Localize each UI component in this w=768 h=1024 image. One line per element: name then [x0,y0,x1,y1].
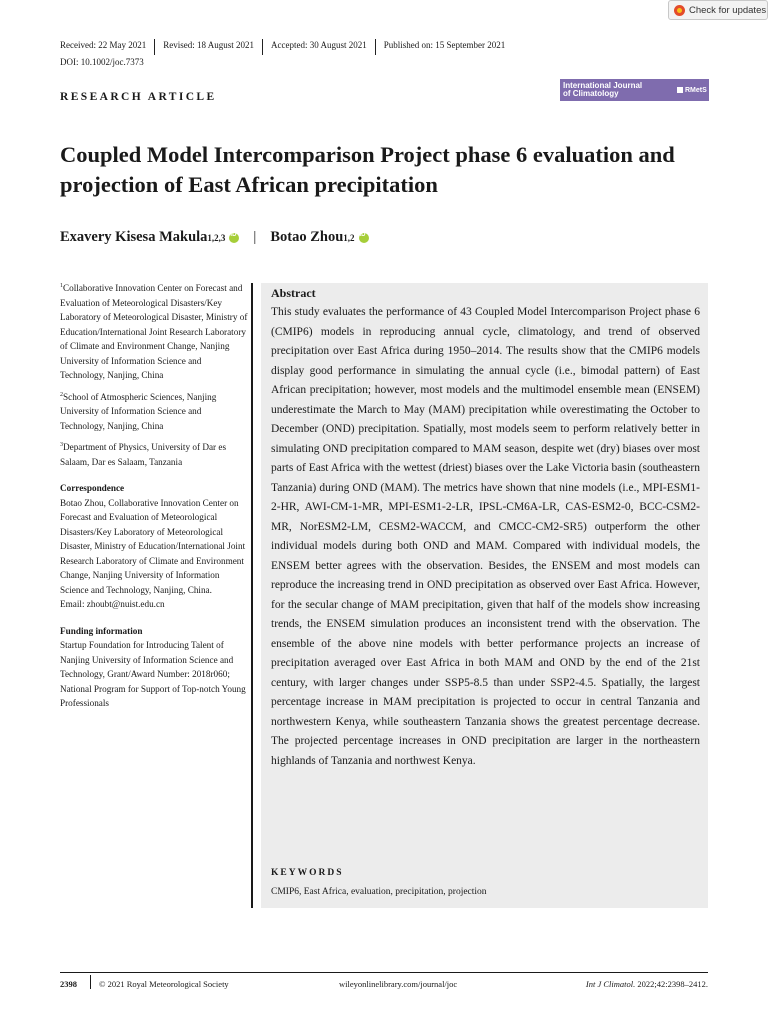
author-name[interactable]: Exavery Kisesa Makula [60,229,208,245]
keywords-heading: KEYWORDS [271,868,344,878]
rmets-icon [677,87,683,93]
citation-journal: Int J Climatol. [585,979,636,989]
affiliation-text: Collaborative Innovation Center on Forecast and Evaluation of Meteorological Disasters/Key Laboratory of Meteorological Disaster, Ministry of Education/International Joint Research Laboratory of Climate and Environment Change, Nanjing University of Information Science and Technology, Nanjing, China [60,283,248,380]
author-name[interactable]: Botao Zhou [270,229,344,245]
affiliation [60,388,248,434]
article-type-label: RESEARCH ARTICLE [60,91,217,103]
check-for-updates-label: Check for updates [689,4,767,16]
funding-heading: Funding information [60,625,143,636]
rmets-label: RMetS [685,86,707,94]
affiliation [60,438,248,469]
column-divider [251,283,253,908]
author-affiliation-sup: 1,2 [343,232,355,243]
rmets-logo [677,87,707,94]
doi[interactable]: DOI: 10.1002/joc.7373 [60,57,144,67]
affiliation [60,279,248,383]
journal-name-line1: International Journal [563,80,643,90]
citation [580,979,708,989]
page-number: 2398 [60,979,77,989]
footer-rule [60,972,708,973]
journal-url[interactable]: wileyonlinelibrary.com/journal/joc [339,979,458,989]
affiliation-number: 1 [60,283,63,289]
journal-name-line2: of Climatology [563,89,619,98]
footer-divider [90,975,91,989]
orcid-icon[interactable] [229,233,239,243]
abstract-heading: Abstract [271,286,316,300]
affiliation-text: Department of Physics, University of Dar es Salaam, Dar es Salaam, Tanzania [60,442,227,467]
funding-text: Startup Foundation for Introducing Talent of Nanjing University of Information Science and Technology, Grant/Award Number: 2018r060; National Program for Support of Top-notch Young Professionals [60,640,246,708]
correspondence-heading: Correspondence [60,483,125,493]
affiliation-number: 3 [60,442,63,448]
published-date: Published on: 15 September 2021 [375,39,514,55]
author-affiliation-sup: 1,2,3 [207,232,226,243]
correspondence-email[interactable]: Email: zhoubt@nuist.edu.cn [60,599,165,609]
paper-title: Coupled Model Intercomparison Project phase 6 evaluation and projection of East African precipitation [60,142,675,197]
citation-details: 2022;42:2398–2412. [635,979,708,989]
sidebar-info [60,279,248,716]
orcid-icon[interactable] [359,233,369,243]
journal-logo [560,79,709,101]
keywords-text: CMIP6, East Africa, evaluation, precipitation, projection [271,887,487,897]
check-for-updates-button[interactable] [668,0,768,20]
copyright: © 2021 Royal Meteorological Society [99,979,229,989]
abstract-text: This study evaluates the performance of 43 Coupled Model Intercomparison Project phase 6 (CMIP6) models in reproducing annual cycle, climatology, and trend of observed precipitation over East Africa during 1950–2014. The results show that the CMIP6 models display good performance in simulating the annual cycle (i.e., bimodal pattern) of East African precipitation; however, most models and the multimodel ensemble mean (ENSEM) underestimate the March to May (MAM) precipitation while overestimating the October to December (OND) precipitation. Spatially, most models seem to perform relatively better in simulating OND precipitation compared to MAM season, despite wet (dry) biases over most parts of East Africa with the wettest (driest) biases over the Lake Victoria basin (southeastern Tanzania) during OND (MAM). The metrics have shown that nine models (i.e., MPI-ESM1-2-HR, AWI-CM-1-MR, MPI-ESM1-2-LR, IPSL-CM6A-LR, CAS-ESM2-0, BCC-CSM2-MR, NorESM2-LM, CESM2-WACCM, and CMCC-CM2-SR5) outperform the other individual models during both OND and MAM. Compared with individual models, the ENSEM better agrees with the observation. Besides, the ENSEM and most models can reproduce the increasing trend in OND precipitation as observed over East Africa. However, for the secular change of MAM precipitation, given that half of the models show increasing trends, the ENSEM simulation produces an inconsistent trend with the observation. The ensemble of the above nine models with better performance projects an increase of precipitation averaged over East Africa in both MAM and OND by the end of the 21st century, with larger changes under SSP5-8.5 than under SSP2-4.5. Spatially, the largest percentage increase in MAM precipitation is projected to occur in central Tanzania and northwestern Kenya, while southeastern Tanzania shows the greatest percentage decrease. The projected percentage increases in OND precipitation are larger in the northeastern highlands of Tanzania and northwest Kenya. [271,306,700,767]
article-dates [60,39,513,55]
crossmark-icon [674,5,685,16]
affiliation-number: 2 [60,391,63,398]
author-list [60,229,369,246]
revised-date: Revised: 18 August 2021 [154,39,262,55]
affiliation-text: School of Atmospheric Sciences, Nanjing University of Information Science and Technology, Nanjing, China [60,391,217,431]
received-date: Received: 22 May 2021 [60,40,147,50]
accepted-date: Accepted: 30 August 2021 [262,39,375,55]
correspondence-text: Botao Zhou, Collaborative Innovation Center on Forecast and Evaluation of Meteorological Disasters/Key Laboratory of Meteorological Disaster, Ministry of Education/International Joint Research Laboratory of Climate and Environment Change, Nanjing University of Information Science and Technology, Nanjing, China. [60,497,246,595]
author-separator: | [253,229,257,245]
